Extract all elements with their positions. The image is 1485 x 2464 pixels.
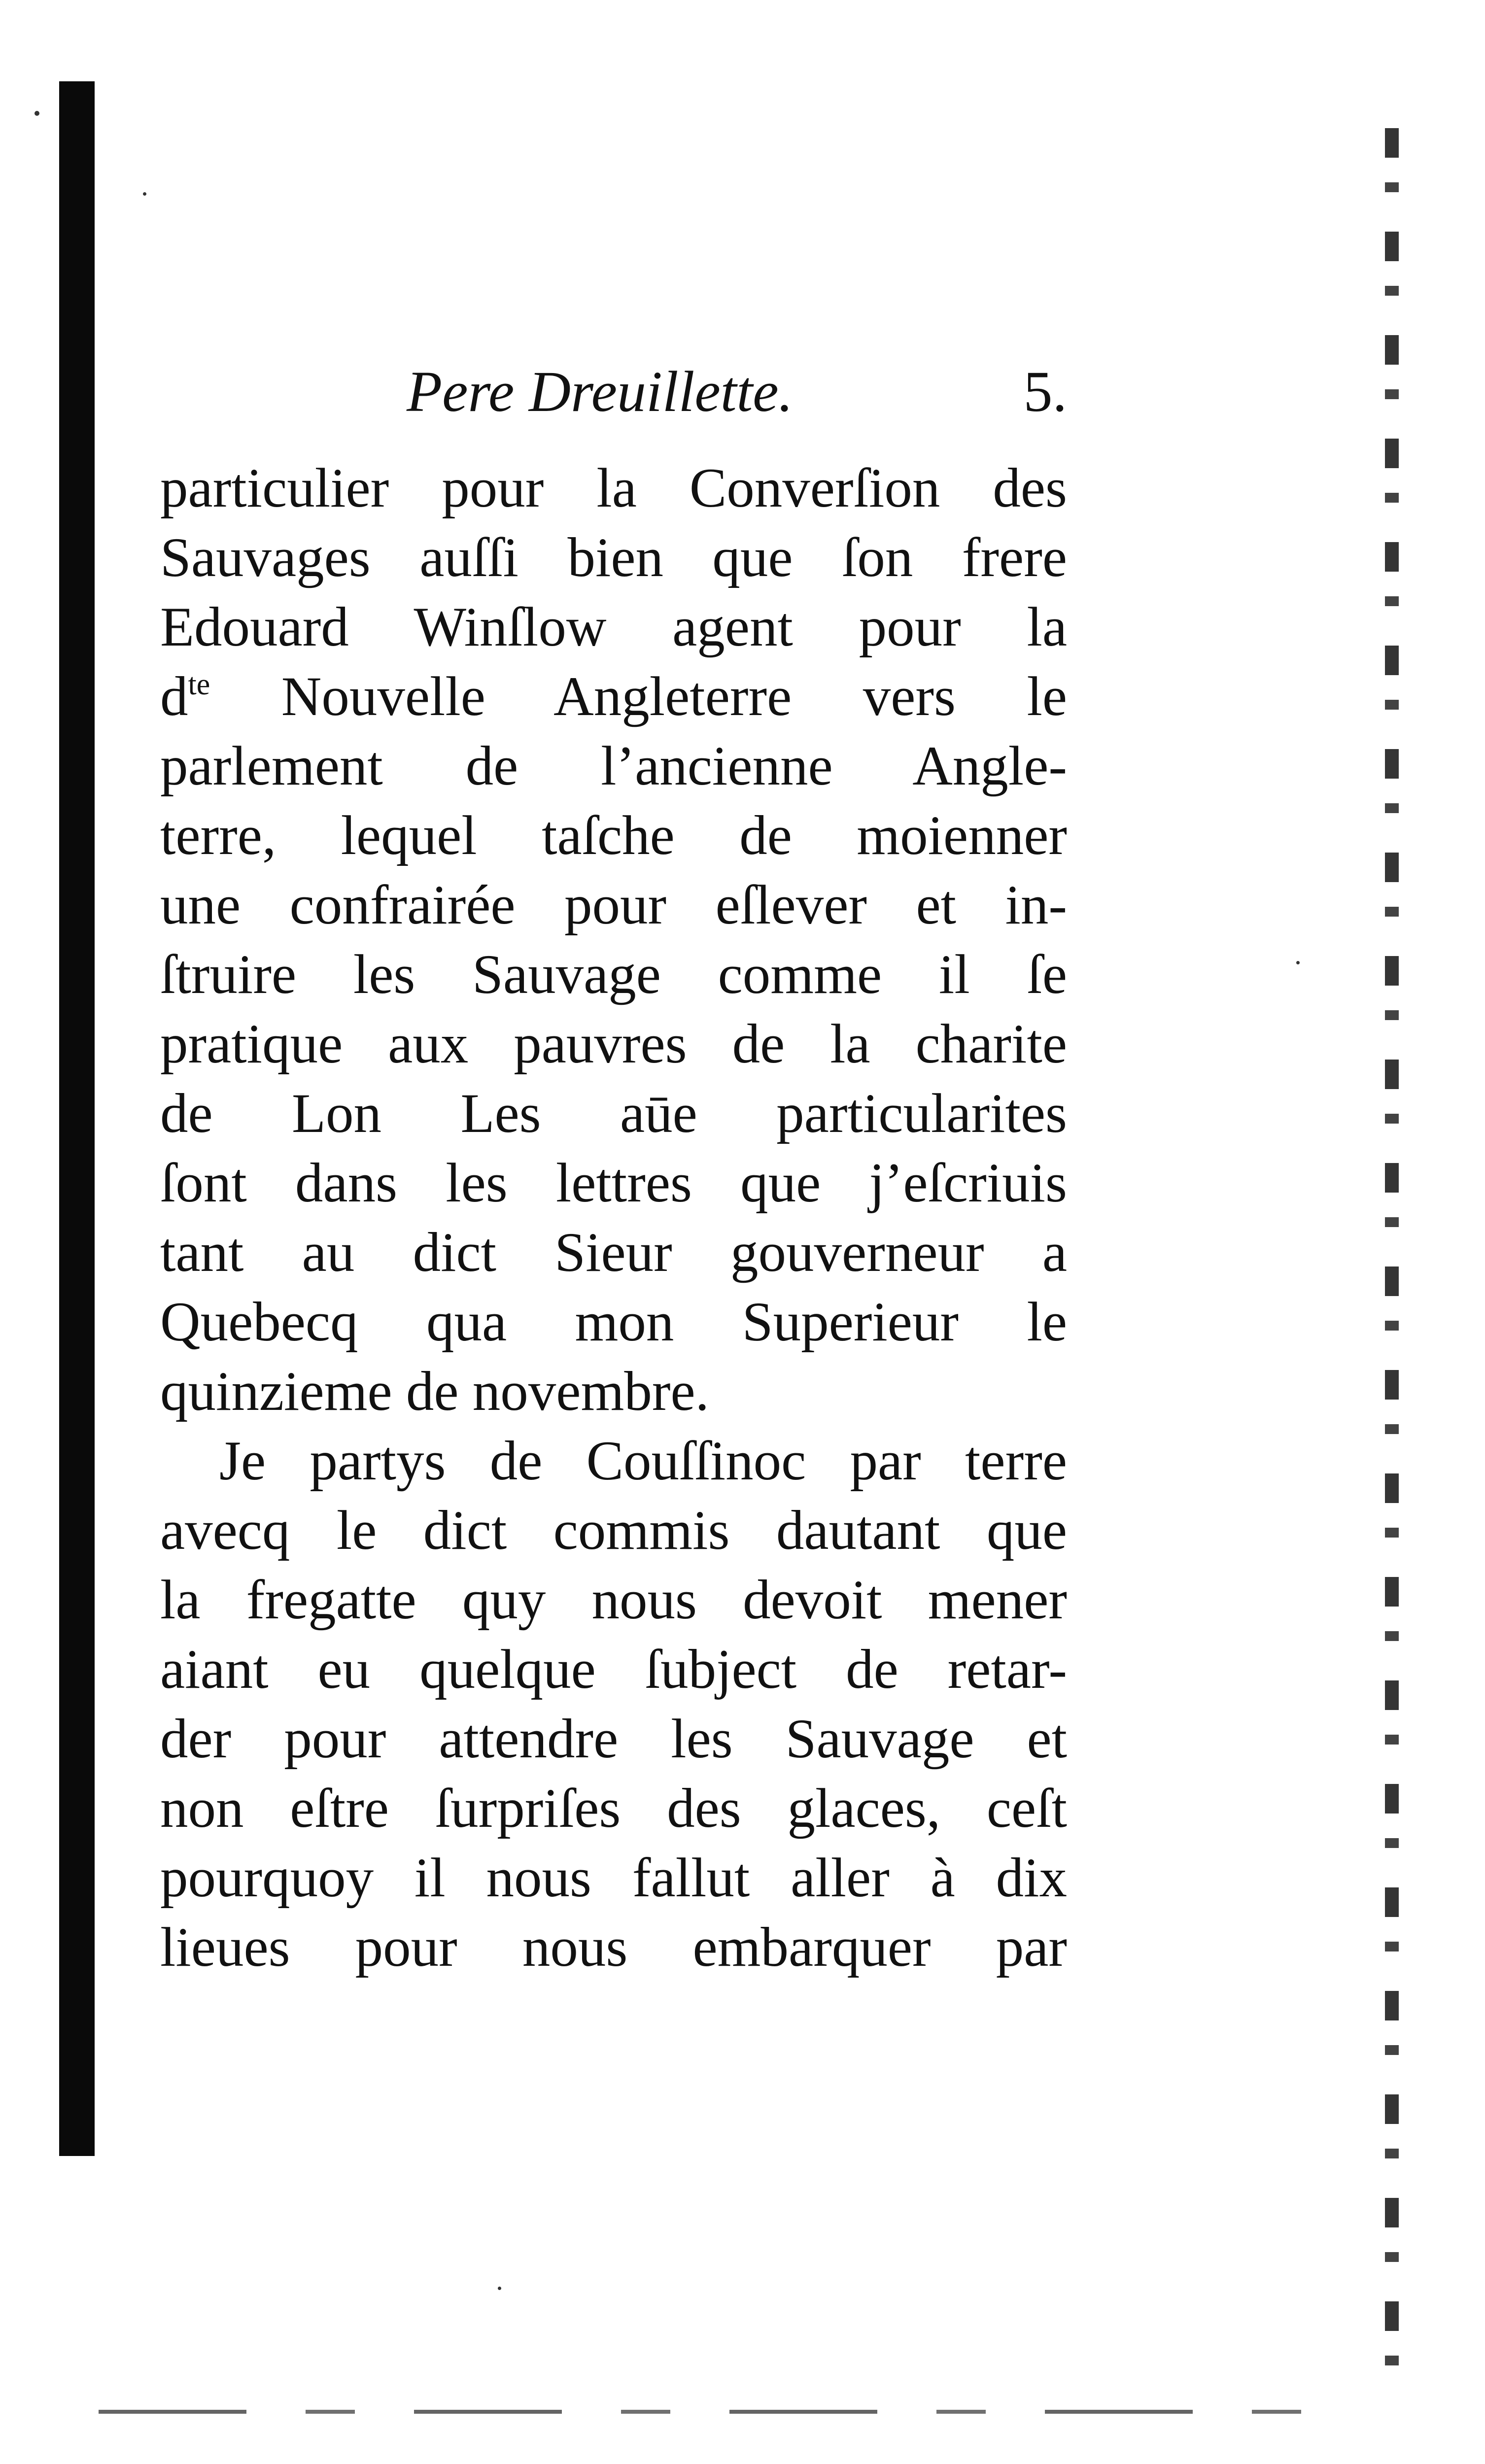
text-line: la fregatte quy nous devoit mener (160, 1569, 1067, 1631)
text-line: der pour attendre les Sauvage et (160, 1708, 1067, 1770)
running-title: Pere Dreuillette. (407, 359, 794, 424)
abbreviation-superscript: te (188, 668, 210, 701)
running-head (160, 355, 1067, 429)
text-line: quinzieme de novembre. (160, 1361, 709, 1422)
text-line: pourquoy il nous fallut aller à dix (160, 1847, 1067, 1909)
text-line: tant au dict Sieur gouverneur a (160, 1222, 1067, 1283)
scan-speck (143, 192, 146, 196)
text-line: Je partys de Couſſinoc par terre (219, 1430, 1067, 1492)
text-line-rest: Nouvelle Angleterre vers le (210, 666, 1067, 727)
scan-speck (35, 111, 39, 116)
text-line: de Lon Les aūe particularites (160, 1083, 1067, 1144)
scan-binding-shadow (59, 81, 95, 2156)
scan-speck (498, 2287, 501, 2290)
text-line: aiant eu quelque ſubject de retar- (160, 1639, 1067, 1700)
scan-speck (1296, 961, 1300, 964)
text-line: particulier pour la Converſion des (160, 457, 1067, 519)
text-line: Sauvages auſſi bien que ſon frere (160, 527, 1067, 588)
text-line: Edouard Winſlow agent pour la (160, 596, 1067, 658)
text-line: parlement de l’ancienne Angle- (160, 735, 1067, 797)
text-line: une confrairée pour eſlever et in- (160, 874, 1067, 936)
text-line: ſtruire les Sauvage comme il ſe (160, 944, 1067, 1005)
abbreviation-base: d (160, 666, 188, 727)
text-line: pratique aux pauvres de la charite (160, 1013, 1067, 1075)
text-line: terre, lequel taſche de moienner (160, 805, 1067, 866)
page-number: 5. (1023, 359, 1067, 424)
scan-right-edge-artifact (1385, 128, 1399, 2395)
text-line: lieues pour nous embarquer par (160, 1916, 1067, 1978)
text-line (160, 662, 1067, 731)
text-line: ſont dans les lettres que j’eſcriuis (160, 1152, 1067, 1214)
text-line: non eſtre ſurpriſes des glaces, ceſt (160, 1778, 1067, 1839)
scan-bottom-edge-artifact (99, 2410, 1360, 2414)
text-line: Quebecq qua mon Superieur le (160, 1291, 1067, 1353)
text-line: avecq le dict commis dautant que (160, 1500, 1067, 1561)
body-text (160, 453, 1067, 1982)
